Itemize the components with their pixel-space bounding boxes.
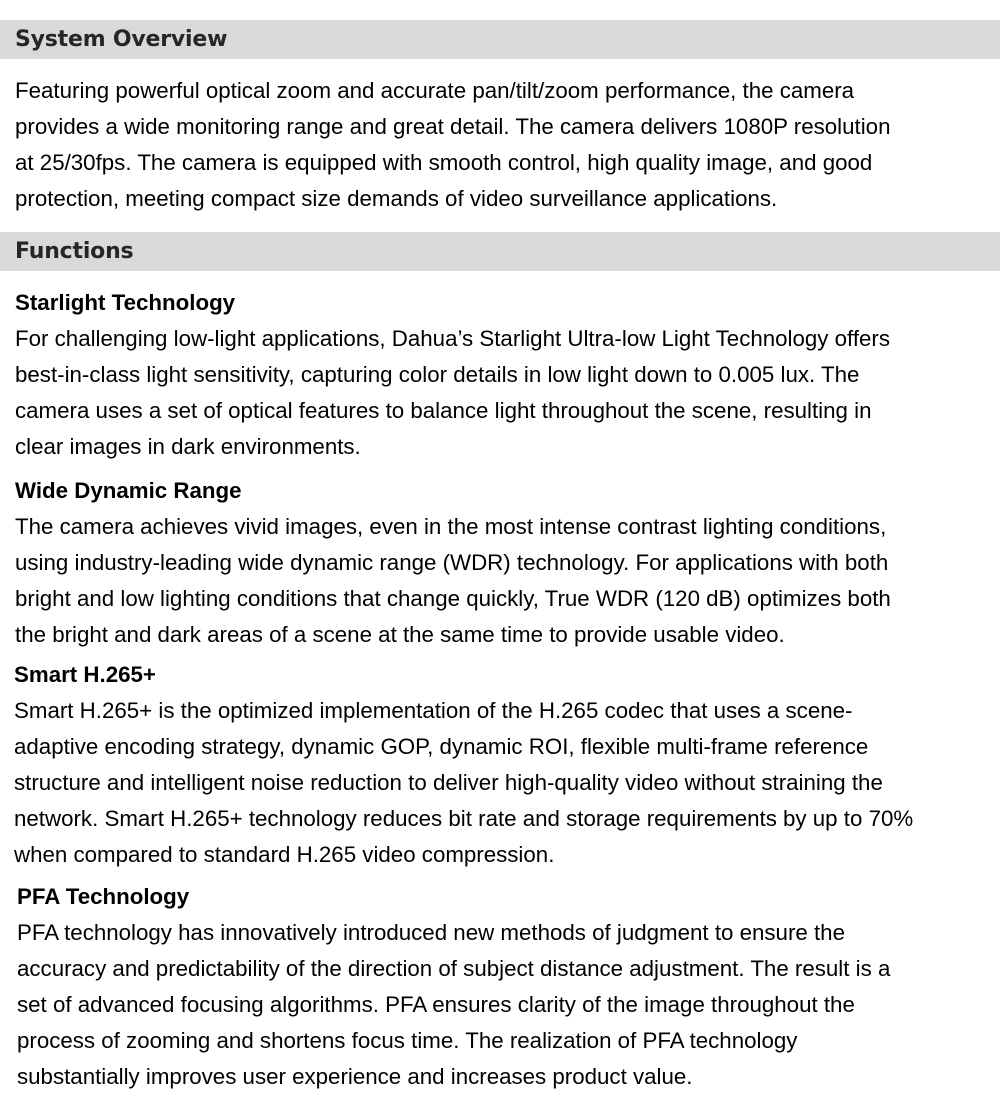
- paragraph-line: camera uses a set of optical features to balance light throughout the scene, resulting in: [15, 398, 872, 423]
- paragraph-line: using industry-leading wide dynamic range (WDR) technology. For applications with both: [15, 550, 889, 575]
- section-title: Functions: [15, 239, 134, 264]
- function-paragraph-pfa: [17, 915, 992, 1095]
- paragraph-line: Featuring powerful optical zoom and accurate pan/tilt/zoom performance, the camera: [15, 78, 855, 103]
- paragraph-line: when compared to standard H.265 video compression.: [14, 842, 555, 867]
- paragraph-line: PFA technology has innovatively introduced new methods of judgment to ensure the: [17, 920, 845, 945]
- paragraph-line: For challenging low-light applications, Dahua’s Starlight Ultra-low Light Technology offers: [15, 326, 891, 351]
- paragraph-line: adaptive encoding strategy, dynamic GOP, dynamic ROI, flexible multi-frame reference: [14, 734, 869, 759]
- function-heading-pfa: PFA Technology: [17, 884, 190, 909]
- function-heading-starlight: Starlight Technology: [15, 290, 236, 315]
- paragraph-line: clear images in dark environments.: [15, 434, 361, 459]
- paragraph-line: at 25/30fps. The camera is equipped with smooth control, high quality image, and good: [15, 150, 873, 175]
- paragraph-line: substantially improves user experience and increases product value.: [17, 1064, 693, 1089]
- section-header-system-overview: [0, 20, 1000, 59]
- paragraph-line: Smart H.265+ is the optimized implementation of the H.265 codec that uses a scene-: [14, 698, 853, 723]
- paragraph-line: protection, meeting compact size demands of video surveillance applications.: [15, 186, 778, 211]
- paragraph-line: process of zooming and shortens focus time. The realization of PFA technology: [17, 1028, 798, 1053]
- paragraph-line: accuracy and predictability of the direction of subject distance adjustment. The result is a: [17, 956, 891, 981]
- paragraph-line: set of advanced focusing algorithms. PFA ensures clarity of the image throughout the: [17, 992, 855, 1017]
- paragraph-line: network. Smart H.265+ technology reduces bit rate and storage requirements by up to 70%: [14, 806, 914, 831]
- function-heading-smart-h265: Smart H.265+: [14, 662, 156, 687]
- section-title: System Overview: [15, 27, 228, 52]
- function-paragraph-wdr: [15, 509, 990, 653]
- paragraph-line: best-in-class light sensitivity, capturing color details in low light down to 0.005 lux. The: [15, 362, 860, 387]
- paragraph-line: structure and intelligent noise reduction to deliver high-quality video without straining the: [14, 770, 883, 795]
- function-paragraph-smart-h265: [14, 693, 989, 873]
- section-header-functions: [0, 232, 1000, 271]
- paragraph-line: The camera achieves vivid images, even in the most intense contrast lighting conditions,: [15, 514, 887, 539]
- function-paragraph-starlight: [15, 321, 990, 465]
- paragraph-line: bright and low lighting conditions that change quickly, True WDR (120 dB) optimizes both: [15, 586, 891, 611]
- function-heading-wdr: Wide Dynamic Range: [15, 478, 242, 503]
- paragraph-line: the bright and dark areas of a scene at the same time to provide usable video.: [15, 622, 785, 647]
- system-overview-paragraph: [15, 73, 990, 217]
- paragraph-line: provides a wide monitoring range and great detail. The camera delivers 1080P resolution: [15, 114, 891, 139]
